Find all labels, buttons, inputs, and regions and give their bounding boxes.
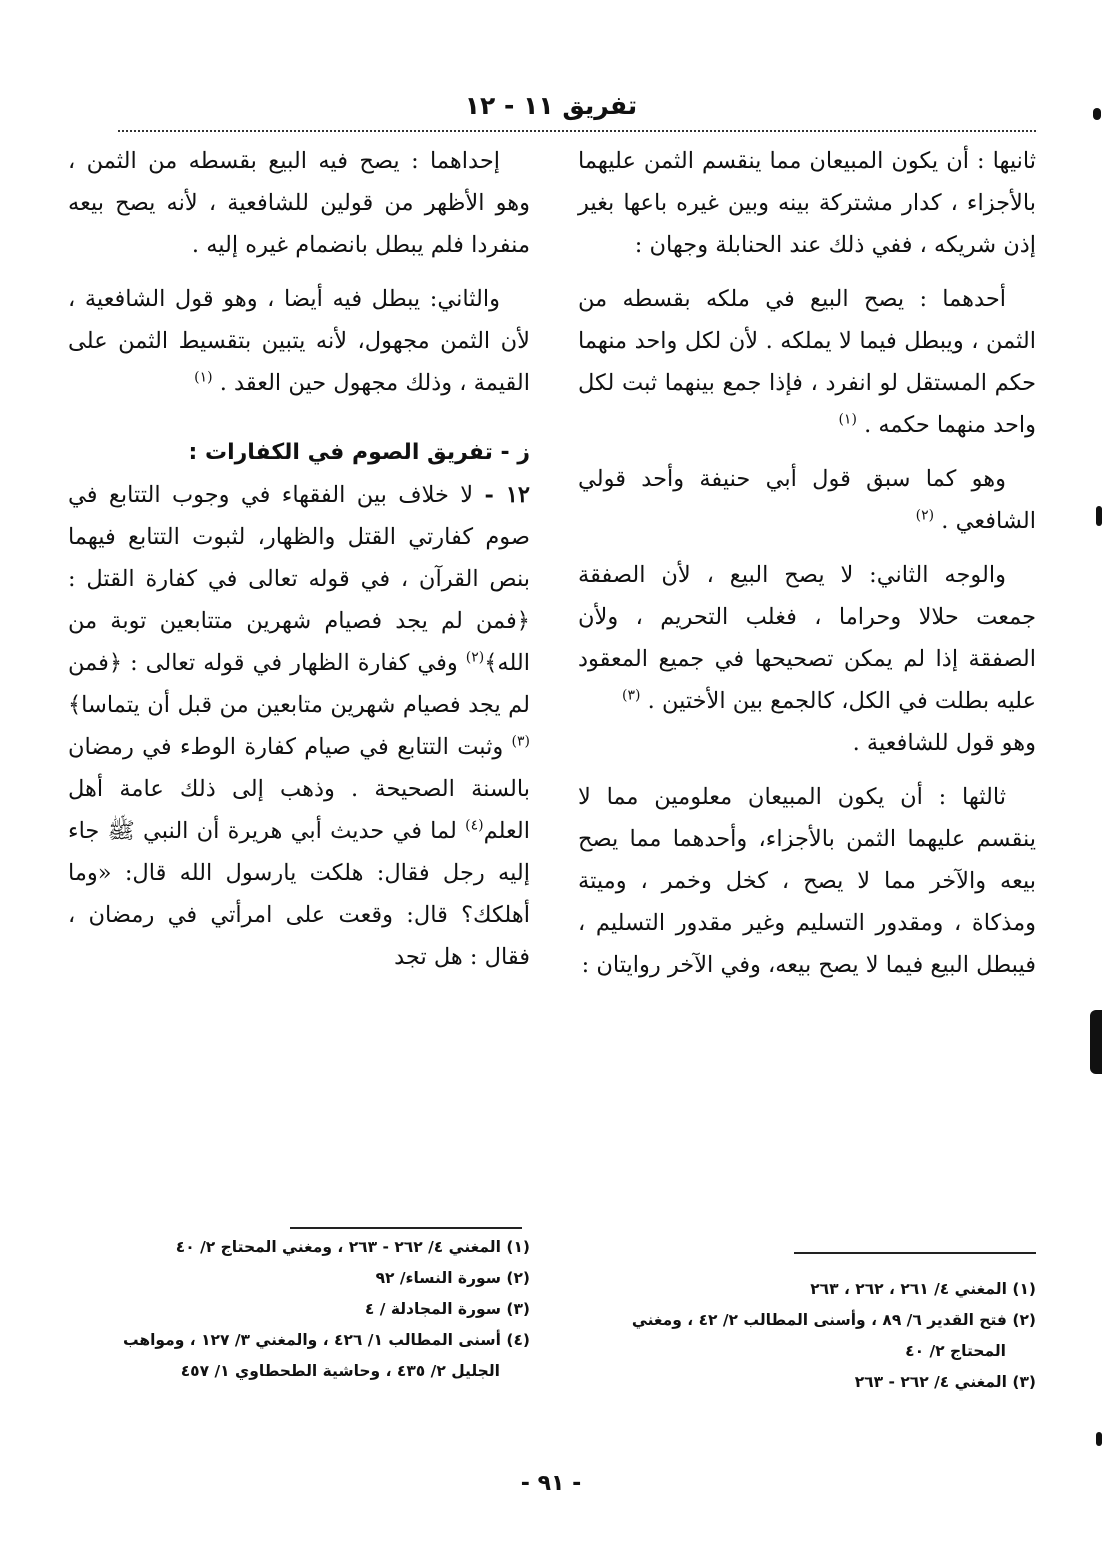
right-column <box>578 140 1036 986</box>
footnote: (٣) المغني ٤/ ٢٦٢ - ٢٦٣ <box>854 1373 1036 1391</box>
footnote-mark: (١) <box>838 411 857 428</box>
paragraph: أحدهما : يصح البيع في ملكه بقسطه من الثمن ، ويبطل فيما لا يملكه . لأن لكل واحد منهما حكم المستقل لو انفرد ، فإذا جمع بينهما ثبت لكل واحد منهما حكمه . $^{(١)}$ <box>578 286 1036 438</box>
page-number: - ٩١ - <box>520 1471 582 1496</box>
footnote-mark: (٢) <box>915 507 935 524</box>
footnote-separator <box>290 1227 522 1229</box>
footnote: (١) المغني ٤/ ٢٦١ ، ٢٦٢ ، ٢٦٣ <box>810 1280 1036 1298</box>
footnote: (٢) سورة النساء/ ٩٢ <box>375 1269 530 1287</box>
binding-mark <box>1090 1010 1102 1074</box>
footnote-continuation: الجليل ٢/ ٤٣٥ ، وحاشية الطحطاوي ١/ ٤٥٧ <box>180 1362 500 1380</box>
footnote: (٢) فتح القدير ٦/ ٨٩ ، وأسنى المطالب ٢/ ٤٢ ، ومغني <box>631 1311 1036 1329</box>
paragraph: ثانيها : أن يكون المبيعان مما ينقسم الثمن عليهما بالأجزاء ، كدار مشتركة بينه وبين غيره باعها بغير إذن شريكه ، ففي ذلك عند الحنابلة وجهان : <box>578 148 1036 258</box>
running-title: تفريق ١١ - ١٢ <box>464 91 638 120</box>
paragraph: ثالثها : أن يكون المبيعان معلومين مما لا ينقسم عليهما الثمن بالأجزاء، وأحدهما مما يصح بيعه والآخر مما لا يصح ، كخل وخمر ، وميتة ومذكاة ، ومقدور التسليم وغير مقدور التسليم ، فيبطل البيع فيما لا يصح بيعه، وفي الآخر روايتان : <box>578 784 1036 978</box>
footnote-mark: (٣) <box>511 733 530 750</box>
binding-mark <box>1096 506 1102 526</box>
binding-mark <box>1093 108 1101 120</box>
paragraph: وهو قول للشافعية . <box>852 730 1036 756</box>
header-dotted-rule <box>118 130 1036 132</box>
paragraph: وهو كما سبق قول أبي حنيفة وأحد قولي الشافعي . $^{(٢)}$ <box>578 466 1036 534</box>
paragraph: ١٢ - لا خلاف بين الفقهاء في وجوب التتابع في صوم كفارتي القتل والظهار، لثبوت التتابع فيهما بنص القرآن ، في قوله تعالى في كفارة القتل : ﴿فمن لم يجد فصيام شهرين متتابعين توبة من الله﴾$^{(٢)}$ وفي كفارة الظهار في قوله تعالى : ﴿فمن لم يجد فصيام شهرين متابعين من قبل أن يتماسا﴾$^{(٣)}$ وثبت التتابع في صيام كفارة الوطء في رمضان بالسنة الصحيحة . وذهب إلى ذلك عامة أهل العلم$^{(٤)}$ لما في حديث أبي هريرة أن النبي ﷺ جاء إليه رجل فقال: هلكت يارسول الله قال: «وما أهلكك؟ قال: وقعت على امرأتي في رمضان ، فقال : هل تجد <box>68 482 531 970</box>
left-footnotes <box>68 1232 530 1387</box>
footnote-mark: (٤) <box>465 817 484 834</box>
quran-quote: ﴿فمن لم يجد فصيام شهرين متتابعين توبة من الله﴾ <box>68 608 531 676</box>
right-footnotes <box>578 1274 1036 1398</box>
section-heading: ز - تفريق الصوم في الكفارات : <box>188 440 530 465</box>
footnote-separator <box>794 1252 1036 1254</box>
quran-quote: ﴿فمن لم يجد فصيام شهرين متابعين من قبل أن يتماسا﴾ <box>68 650 530 718</box>
footnote-continuation: المحتاج ٢/ ٤٠ <box>905 1342 1006 1360</box>
paragraph: إحداهما : يصح فيه البيع بقسطه من الثمن ، وهو الأظهر من قولين للشافعية ، لأنه يصح بيعه منفردا فلم يبطل بانضمام غيره إليه . <box>68 148 530 258</box>
footnote: (٤) أسنى المطالب ١/ ٤٢٦ ، والمغني ٣/ ١٢٧ ، ومواهب <box>122 1331 530 1349</box>
footnote-mark: (٢) <box>465 649 485 666</box>
footnote-mark: (١) <box>194 369 213 386</box>
footnote: (٣) سورة المجادلة / ٤ <box>364 1300 530 1318</box>
footnote: (١) المغني ٤/ ٢٦٢ - ٢٦٣ ، ومغني المحتاج ٢/ ٤٠ <box>175 1238 530 1256</box>
binding-mark <box>1096 1432 1102 1446</box>
item-number: ١٢ - <box>484 482 531 508</box>
paragraph: والوجه الثاني: لا يصح البيع ، لأن الصفقة جمعت حلالا وحراما ، فغلب التحريم ، ولأن الصفقة إذا لم يمكن تصحيحها في جميع المعقود عليه بطلت في الكل، كالجمع بين الأختين . $^{(٣)}$ <box>578 562 1036 714</box>
footnote-mark: (٣) <box>622 687 641 704</box>
paragraph: والثاني: يبطل فيه أيضا ، وهو قول الشافعية ، لأن الثمن مجهول، لأنه يتبين بتقسيط الثمن على القيمة ، وذلك مجهول حين العقد . $^{(١)}$ <box>68 286 530 396</box>
left-column <box>68 140 530 978</box>
